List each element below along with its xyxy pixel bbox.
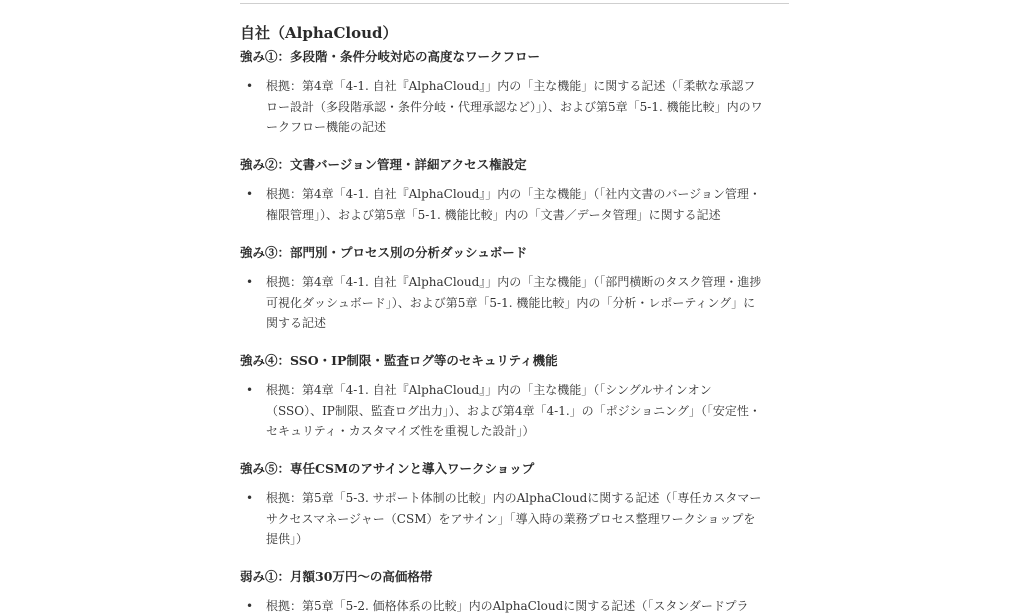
bullet-icon: • [246,491,254,505]
strength-4-evidence [240,380,766,442]
bullet-icon: • [246,383,254,397]
strength-5-evidence [240,488,766,550]
strength-4-heading: 強み④：SSO・IP制限・監査ログ等のセキュリティ機能 [240,353,558,368]
strength-1-heading: 強み①：多段階・条件分岐対応の高度なワークフロー [240,49,541,64]
strength-5-heading: 強み⑤：専任CSMのアサインと導入ワークショップ [240,461,535,476]
strength-1-evidence [240,76,766,138]
strength-2-block [240,156,770,225]
evidence-text: 根拠：第5章「5-3. サポート体制の比較」内のAlphaCloudに関する記述（「専任カスタマーサクセスマネージャー（CSM）をアサイン」「導入時の業務プロセス整理ワークショップを提供」） [266,491,762,546]
strength-2-evidence [240,184,766,225]
top-divider [240,3,789,4]
strength-5-list [240,488,770,550]
bullet-icon: • [246,599,254,613]
weakness-1-heading: 弱み①：月額30万円〜の高価格帯 [240,569,433,584]
strength-1-block [240,48,770,138]
strength-4-block [240,352,770,442]
evidence-text: 根拠：第4章「4-1. 自社『AlphaCloud』」内の「主な機能」（「部門横断のタスク管理・進捗可視化ダッシュボード」）、および第5章「5-1. 機能比較」内の「分析・レポーティング」に関する記述 [266,275,762,330]
evidence-text: 根拠：第4章「4-1. 自社『AlphaCloud』」内の「主な機能」（「社内文書のバージョン管理・権限管理」）、および第5章「5-1. 機能比較」内の「文書／データ管理」に関する記述 [266,187,761,222]
strength-3-list [240,272,770,334]
strength-2-list [240,184,770,225]
weakness-1-evidence [240,596,766,615]
section-title: 自社（AlphaCloud） [240,24,398,42]
strength-3-block [240,244,770,334]
strength-4-list [240,380,770,442]
strength-2-heading: 強み②：文書バージョン管理・詳細アクセス権設定 [240,157,527,172]
document-page [240,0,790,615]
strength-5-block [240,460,770,550]
weakness-1-block [240,568,770,615]
bullet-icon: • [246,275,254,289]
evidence-text: 根拠：第4章「4-1. 自社『AlphaCloud』」内の「主な機能」（「シングルサインオン（SSO）、IP制限、監査ログ出力」）、および第4章「4-1.」の「ポジショニング」（「安定性・セキュリティ・カスタマイズ性を重視した設計」） [266,383,761,438]
weakness-1-list [240,596,770,615]
evidence-text: 根拠：第5章「5-2. 価格体系の比較」内のAlphaCloudに関する記述（「スタンダードプラ [266,599,749,613]
bullet-icon: • [246,79,254,93]
bullet-icon: • [246,187,254,201]
strength-3-heading: 強み③：部門別・プロセス別の分析ダッシュボード [240,245,528,260]
evidence-text: 根拠：第4章「4-1. 自社『AlphaCloud』」内の「主な機能」に関する記述（「柔軟な承認フロー設計（多段階承認・条件分岐・代理承認など）」）、および第5章「5-1. 機能比較」内のワークフロー機能の記述 [266,79,763,134]
strength-3-evidence [240,272,766,334]
strength-1-list [240,76,770,138]
